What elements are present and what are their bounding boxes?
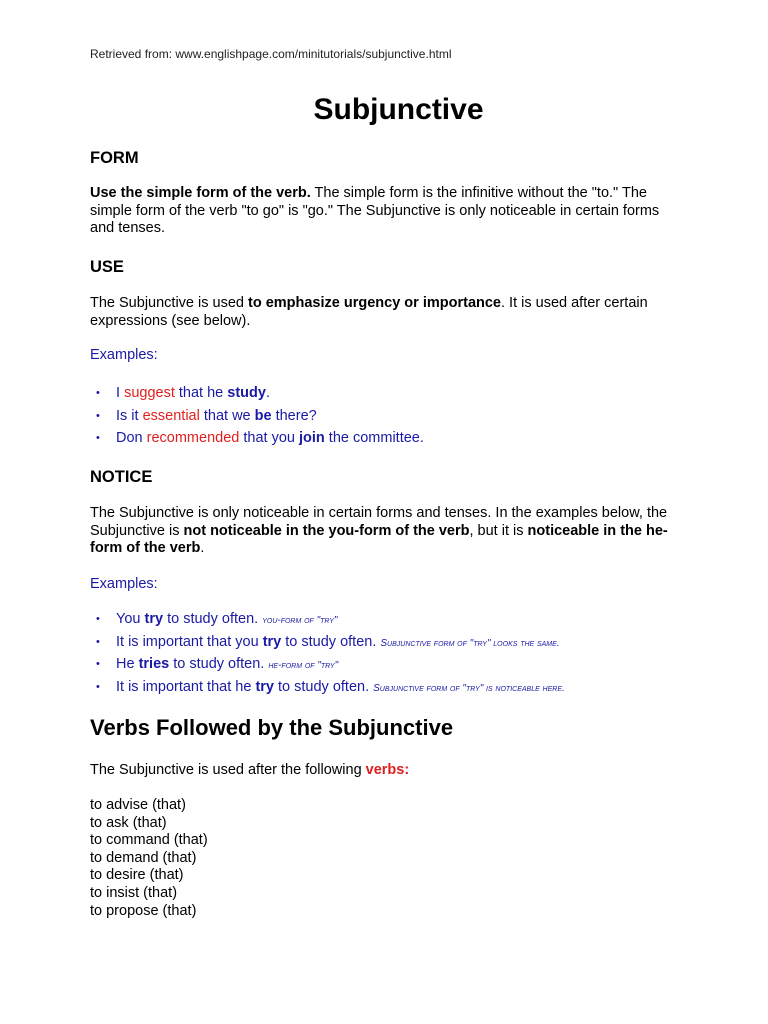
example-text: to study often.	[163, 611, 263, 627]
form-heading: FORM	[90, 149, 139, 167]
use-paragraph	[90, 295, 680, 330]
example-text: It is important that you	[116, 633, 263, 650]
example-text: You	[116, 611, 145, 627]
verbs-intro-text: The Subjunctive is used after the following	[90, 762, 366, 778]
use-examples-label: Examples:	[90, 347, 158, 363]
example-text: Don	[116, 430, 147, 446]
example-bold: try	[255, 678, 274, 695]
notice-bold: not noticeable in the you-form of the verb	[183, 522, 470, 539]
list-item	[90, 385, 424, 408]
example-red: essential	[142, 407, 200, 424]
form-text: The simple form is the infinitive without the "to." The simple form of the verb "to go" is "go." The Subjunctive is only noticeable in certain forms and tenses.	[90, 185, 660, 236]
use-text-before: The Subjunctive is used	[90, 295, 248, 311]
example-bold: try	[144, 611, 164, 627]
example-bold: join	[298, 430, 325, 446]
list-item	[90, 679, 565, 702]
example-bold: be	[254, 407, 272, 424]
example-note: you-form of "try"	[262, 615, 338, 626]
verbs-intro-red: verbs:	[365, 762, 410, 778]
page-title: Subjunctive	[313, 93, 484, 126]
example-text: there?	[271, 407, 317, 424]
notice-text: .	[200, 540, 205, 556]
use-bold: to emphasize urgency or importance	[247, 295, 501, 311]
example-text: It is important that he	[116, 678, 256, 695]
bullet-icon: •	[96, 432, 100, 444]
example-text: that he	[174, 385, 228, 401]
notice-heading: NOTICE	[90, 468, 153, 486]
list-item	[90, 430, 424, 453]
notice-text: , but it is	[469, 522, 528, 539]
example-note: Subjunctive form of "try" looks the same.	[380, 637, 560, 649]
notice-bold: noticeable in the he-form of the verb	[90, 522, 668, 556]
form-bold-lead: Use the simple form of the verb.	[90, 185, 311, 201]
example-note: Subjunctive form of "try" is noticeable here.	[373, 682, 565, 694]
list-item: to ask (that)	[90, 814, 167, 831]
notice-examples-label: Examples:	[90, 576, 158, 592]
notice-paragraph	[90, 505, 680, 558]
list-item	[90, 611, 565, 634]
example-text: to study often.	[273, 678, 374, 695]
use-heading: USE	[90, 258, 124, 276]
example-text: I	[116, 385, 125, 401]
example-text: to study often.	[281, 633, 381, 650]
verbs-section-heading: Verbs Followed by the Subjunctive	[90, 715, 454, 740]
example-text: Is it	[116, 407, 143, 424]
list-item	[90, 656, 565, 679]
example-text: He	[116, 656, 139, 672]
example-red: recommended	[146, 430, 240, 446]
bullet-icon: •	[96, 658, 100, 670]
bullet-icon: •	[96, 613, 100, 625]
example-text: .	[265, 385, 270, 401]
example-text: that you	[239, 430, 299, 446]
example-text: that we	[199, 407, 255, 424]
use-examples-list	[90, 385, 424, 453]
bullet-icon: •	[96, 387, 100, 399]
source-note: Retrieved from: www.englishpage.com/minitutorials/subjunctive.html	[90, 47, 452, 61]
bullet-icon: •	[96, 635, 100, 648]
bullet-icon: •	[96, 680, 100, 693]
example-text: the committee.	[324, 430, 424, 446]
list-item: to propose (that)	[90, 902, 197, 919]
list-item: to advise (that)	[90, 797, 186, 813]
list-item: to command (that)	[90, 832, 208, 849]
verbs-intro	[90, 762, 680, 780]
example-bold: study	[227, 385, 266, 401]
list-item: to desire (that)	[90, 867, 184, 884]
list-item	[90, 634, 565, 657]
notice-examples-list	[90, 611, 565, 701]
bullet-icon: •	[96, 409, 100, 422]
list-item	[90, 408, 424, 431]
example-bold: try	[262, 633, 282, 650]
list-item: to insist (that)	[90, 884, 178, 901]
example-text: to study often.	[169, 656, 269, 672]
example-red: suggest	[124, 385, 175, 401]
verbs-list	[90, 797, 208, 920]
example-note: he-form of "try"	[268, 660, 339, 671]
notice-text: The Subjunctive is only noticeable in certain forms and tenses. In the examples below, the Subjunctive is	[90, 505, 668, 539]
use-text-after: . It is used after certain expressions (see below).	[90, 295, 648, 329]
form-paragraph	[90, 185, 680, 238]
list-item: to demand (that)	[90, 849, 197, 866]
example-bold: tries	[138, 656, 170, 672]
